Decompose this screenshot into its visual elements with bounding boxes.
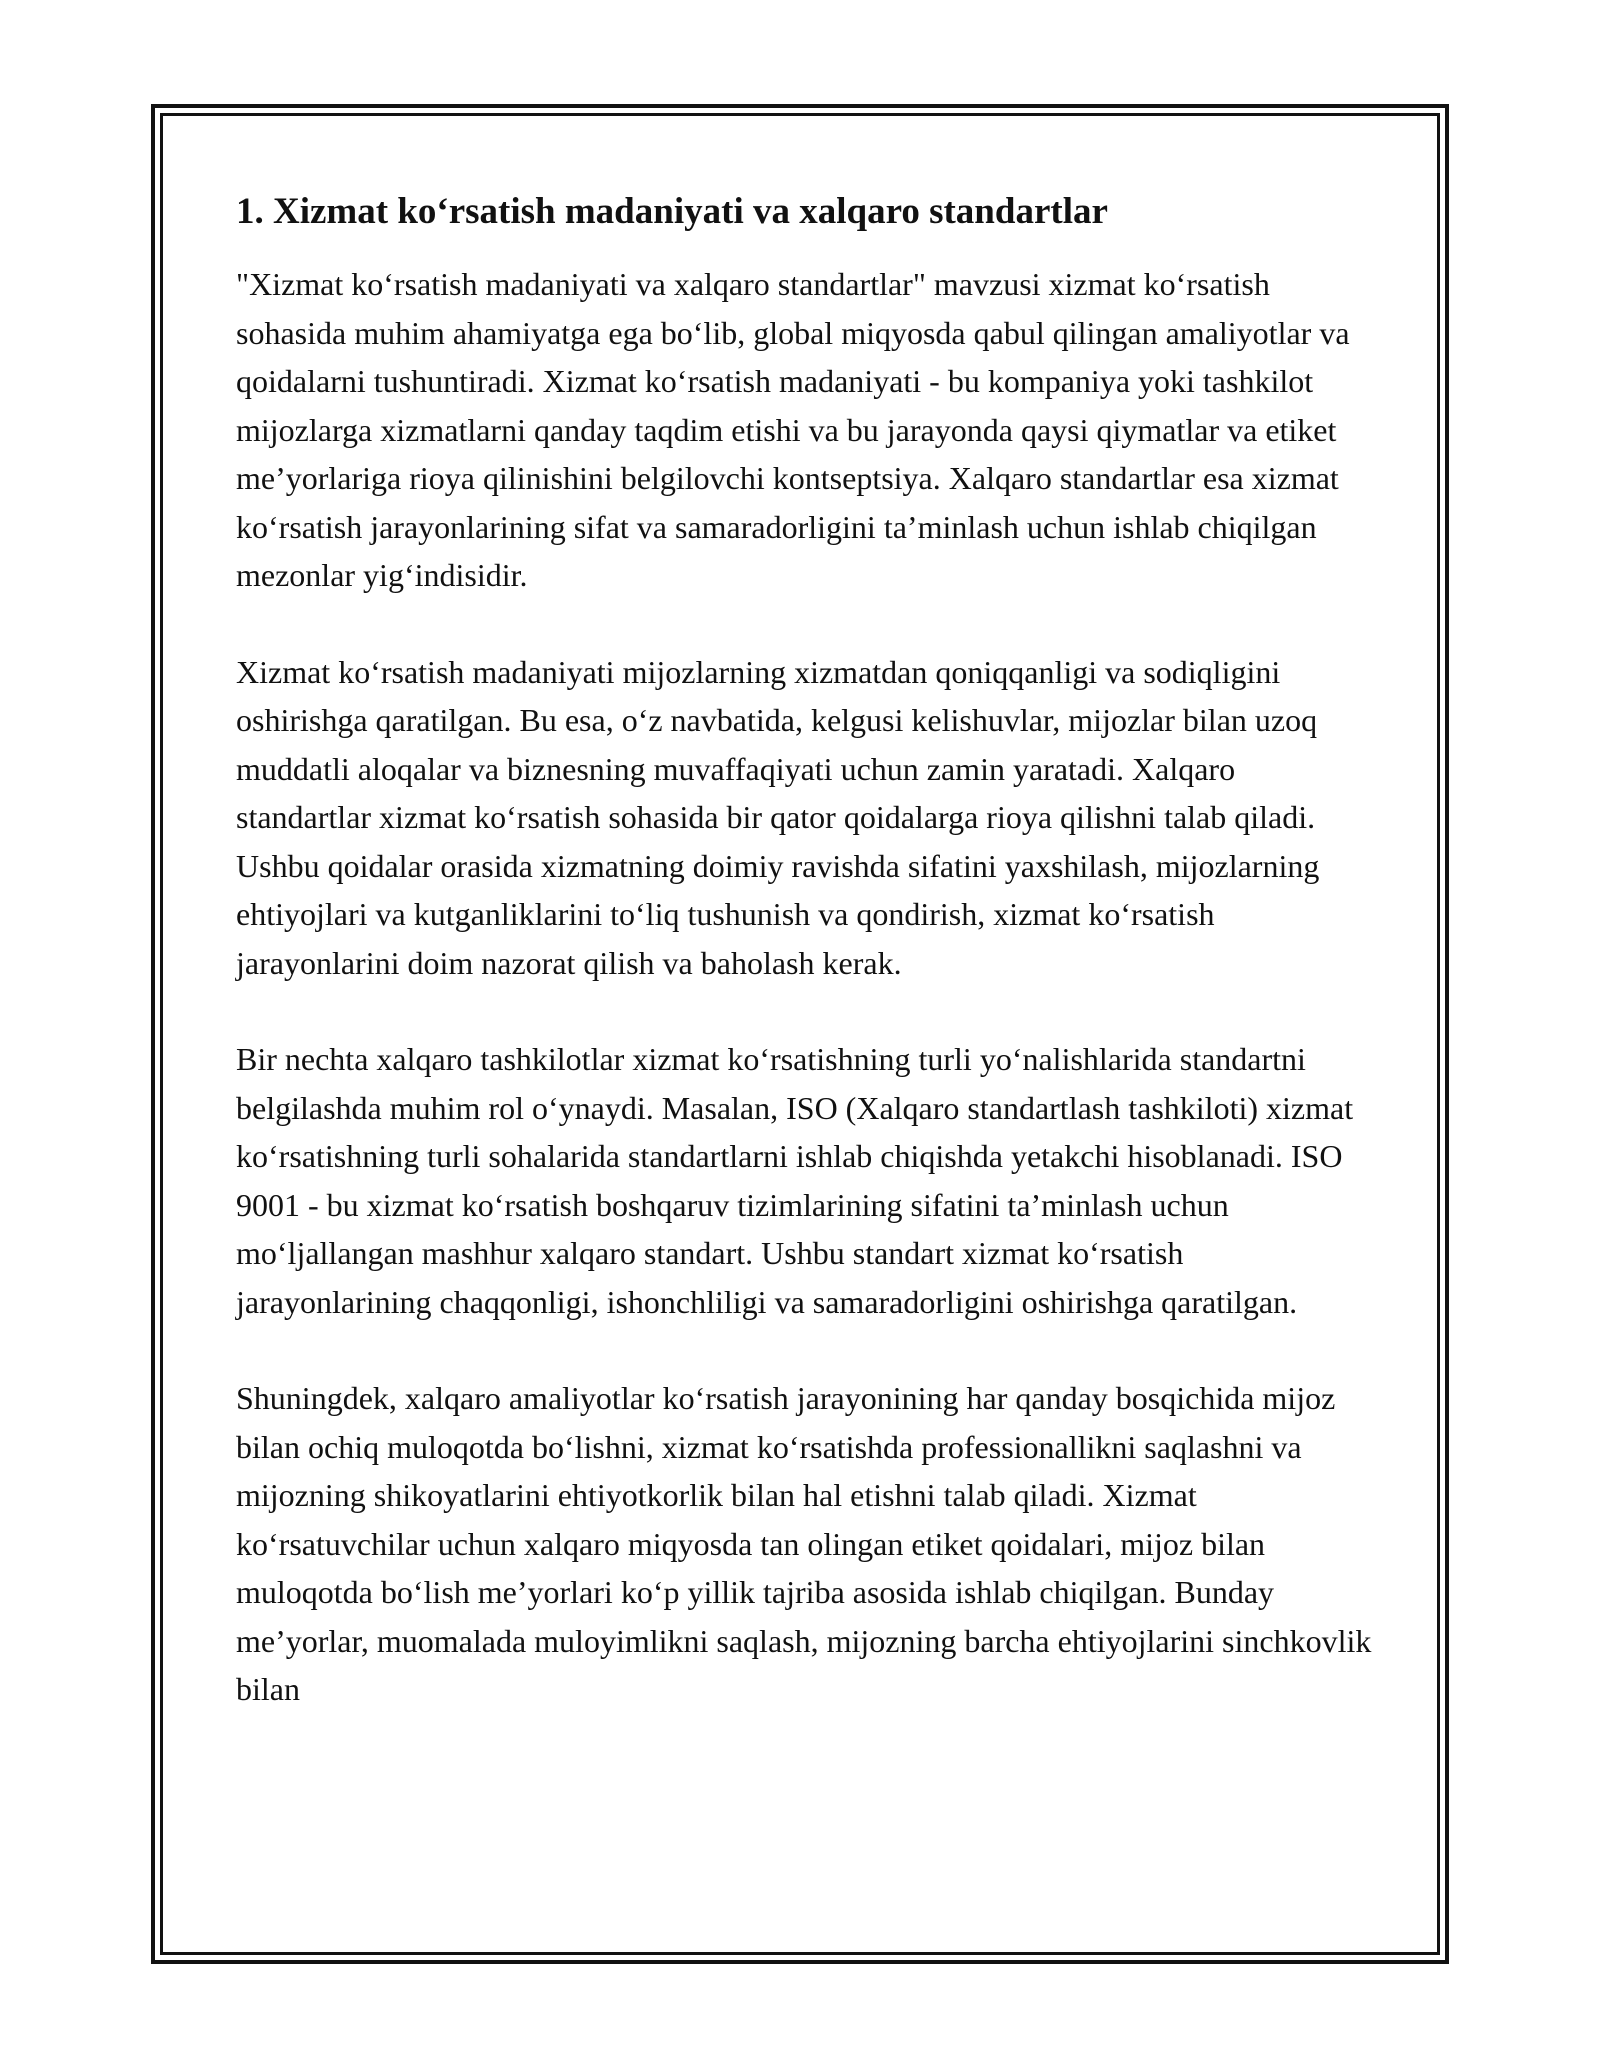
paragraph-4: Shuningdek, xalqaro amaliyotlar koʻrsatish jarayonining har qanday bosqichida mijoz bilan ochiq muloqotda boʻlishni, xizmat koʻrsatishda professionallikni saqlashni va mijozning shikoyatlarini ehtiyotkorlik bilan hal etishni talab qiladi. Xizmat koʻrsatuvchilar uchun xalqaro miqyosda tan olingan etiket qoidalari, mijoz bilan muloqotda boʻlish me’yorlari koʻp yillik tajriba asosida ishlab chiqilgan. Bunday me’yorlar, muomalada muloyimlikni saqlash, mijozning barcha ehtiyojlarini sinchkovlik bilan (236, 1380, 1372, 1707)
paragraph-2: Xizmat koʻrsatish madaniyati mijozlarning xizmatdan qoniqqanligi va sodiqligini oshirishga qaratilgan. Bu esa, oʻz navbatida, kelgusi kelishuvlar, mijozlar bilan uzoq muddatli aloqalar va biznesning muvaffaqiyati uchun zamin yaratadi. Xalqaro standartlar xizmat koʻrsatish sohasida bir qator qoidalarga rioya qilishni talab qiladi. Ushbu qoidalar orasida xizmatning doimiy ravishda sifatini yaxshilash, mijozlarning ehtiyojlari va kutganliklarini toʻliq tushunish va qondirish, xizmat koʻrsatish jarayonlarini doim nazorat qilish va baholash kerak. (236, 653, 1320, 981)
section-heading: 1. Xizmat koʻrsatish madaniyati va xalqaro standartlar (236, 191, 1108, 232)
document-body (236, 186, 1376, 1714)
paragraph-1: "Xizmat koʻrsatish madaniyati va xalqaro standartlar" mavzusi xizmat koʻrsatish sohasida muhim ahamiyatga ega boʻlib, global miqyosda qabul qilingan amaliyotlar va qoidalarni tushuntiradi. Xizmat koʻrsatish madaniyati - bu kompaniya yoki tashkilot mijozlarga xizmatlarni qanday taqdim etishi va bu jarayonda qaysi qiymatlar va etiket me’yorlariga rioya qilinishini belgilovchi kontseptsiya. Xalqaro standartlar esa xizmat koʻrsatish jarayonlarining sifat va samaradorligini ta’minlash uchun ishlab chiqilgan mezonlar yigʻindisidir. (236, 266, 1350, 593)
paragraph-3: Bir nechta xalqaro tashkilotlar xizmat koʻrsatishning turli yoʻnalishlarida standartni belgilashda muhim rol oʻynaydi. Masalan, ISO (Xalqaro standartlash tashkiloti) xizmat koʻrsatishning turli sohalarida standartlarni ishlab chiqishda yetakchi hisoblanadi. ISO 9001 - bu xizmat koʻrsatish boshqaruv tizimlarining sifatini ta’minlash uchun moʻljallangan mashhur xalqaro standart. Ushbu standart xizmat koʻrsatish jarayonlarining chaqqonligi, ishonchliligi va samaradorligini oshirishga qaratilgan. (236, 1041, 1354, 1320)
